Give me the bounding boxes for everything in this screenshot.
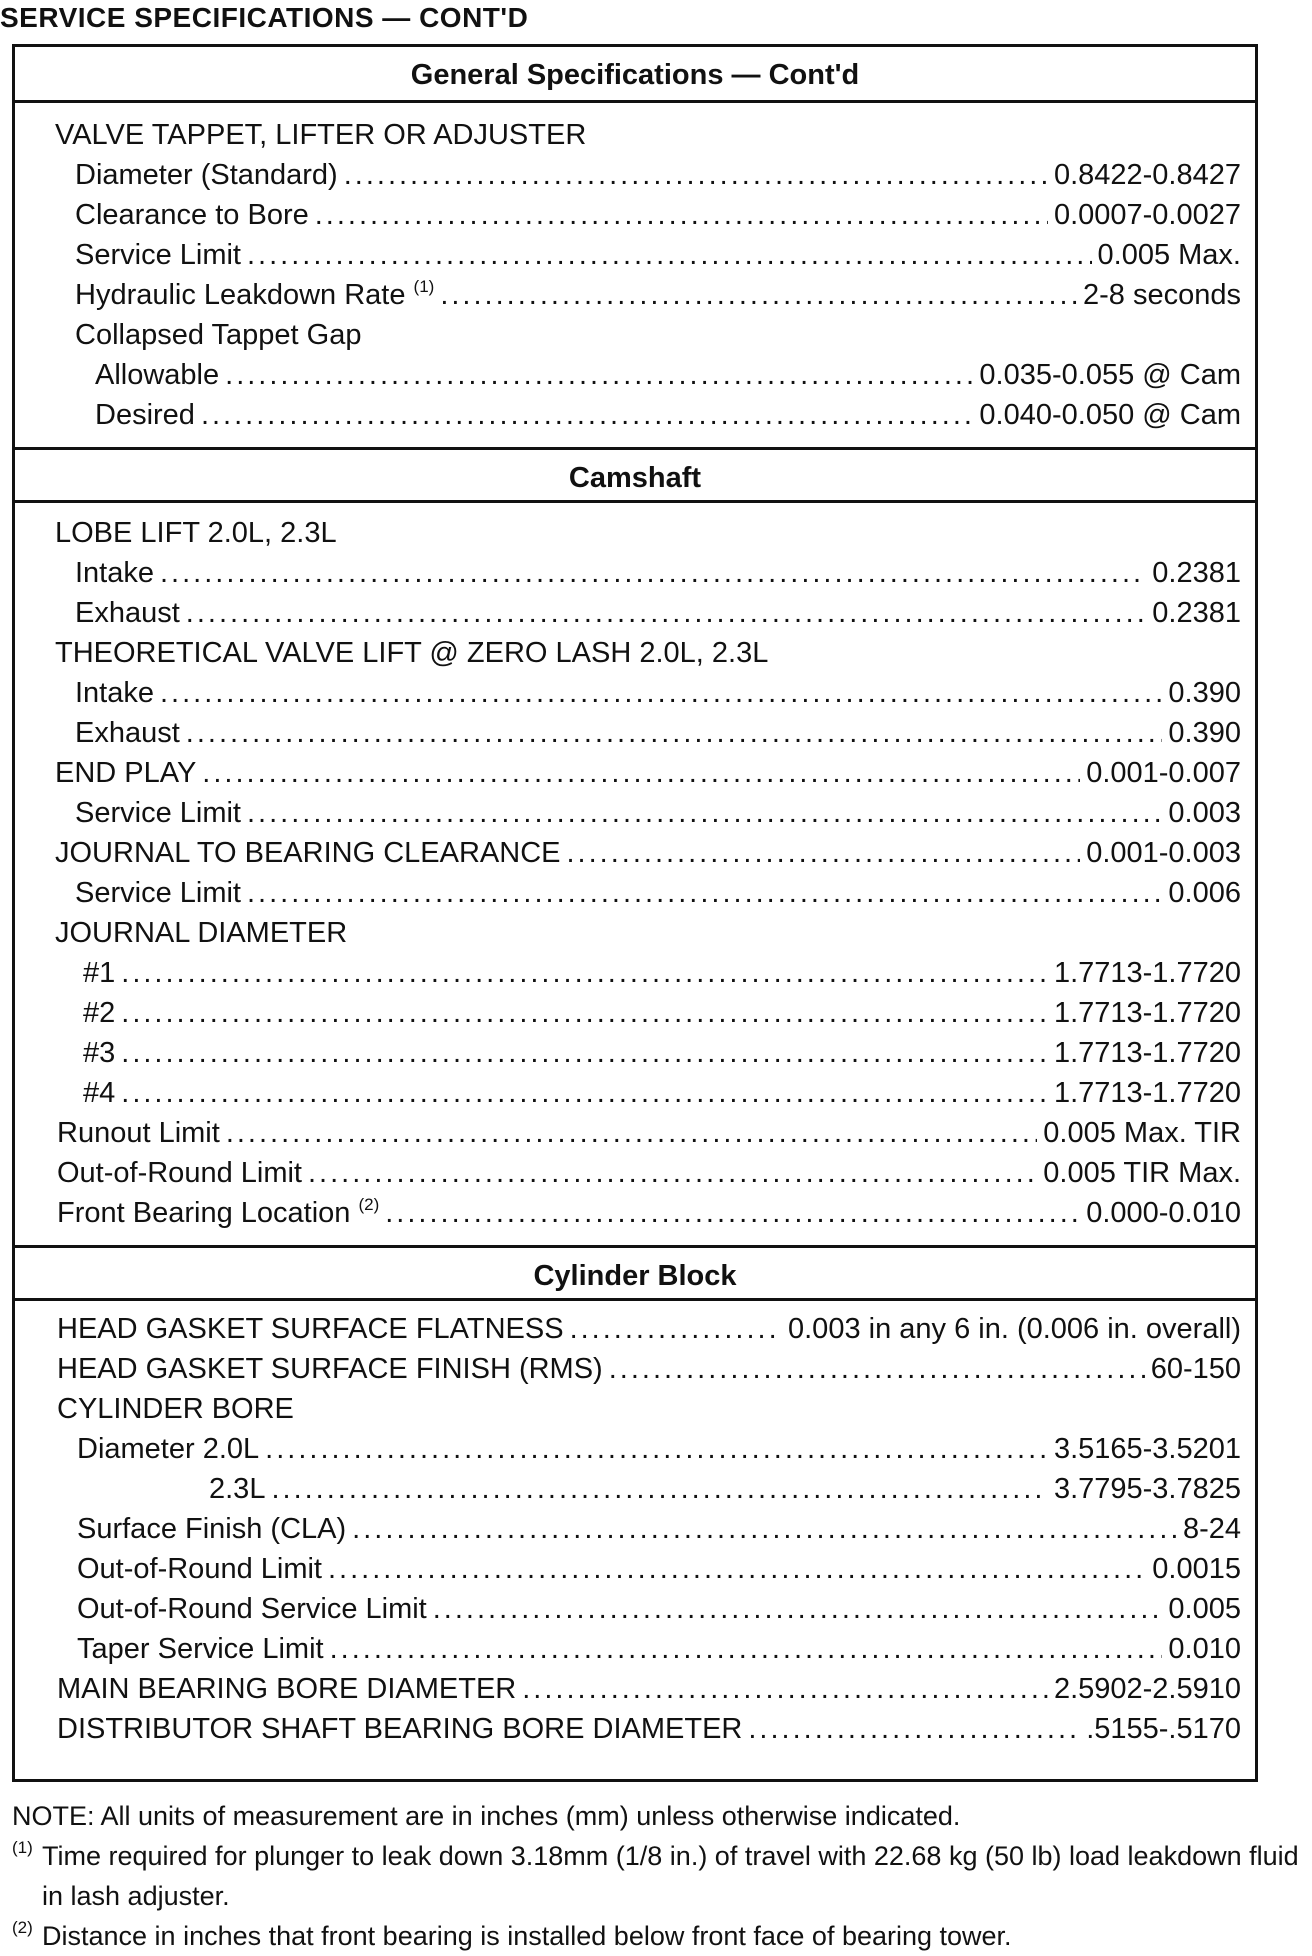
spec-row: Service Limit ..... 0.006 xyxy=(75,873,1241,913)
spec-row: Clearance to Bore ..... 0.0007-0.0027 xyxy=(75,195,1241,235)
group-heading: CYLINDER BORE xyxy=(57,1393,294,1425)
group-heading: VALVE TAPPET, LIFTER OR ADJUSTER xyxy=(55,119,587,151)
spec-row: Diameter (Standard) ..... 0.8422-0.8427 xyxy=(75,155,1241,195)
spec-row: Service Limit ..... 0.005 Max. xyxy=(75,235,1241,275)
spec-row: Runout Limit ..... 0.005 Max. TIR xyxy=(57,1113,1241,1153)
spec-row: #4 ..... 1.7713-1.7720 xyxy=(83,1073,1241,1113)
spec-row: Hydraulic Leakdown Rate $^{(1)}$ ..... 2-8 seconds xyxy=(75,275,1241,315)
spec-row: JOURNAL TO BEARING CLEARANCE ..... 0.001-0.003 xyxy=(55,833,1241,873)
spec-row: 2.3L ..... 3.7795-3.7825 xyxy=(209,1469,1241,1509)
spec-row: Exhaust ..... 0.390 xyxy=(75,713,1241,753)
section-header-camshaft: Camshaft xyxy=(15,447,1255,503)
spec-row: Intake ..... 0.390 xyxy=(75,673,1241,713)
section-header-cylinder-block: Cylinder Block xyxy=(15,1245,1255,1301)
spec-row: #3 ..... 1.7713-1.7720 xyxy=(83,1033,1241,1073)
spec-row: HEAD GASKET SURFACE FLATNESS ..... 0.003 in any 6 in. (0.006 in. overall) xyxy=(57,1309,1241,1349)
spec-row: Exhaust ..... 0.2381 xyxy=(75,593,1241,633)
spec-row: Out-of-Round Limit ..... 0.005 TIR Max. xyxy=(57,1153,1241,1193)
spec-row: #1 ..... 1.7713-1.7720 xyxy=(83,953,1241,993)
group-heading: THEORETICAL VALVE LIFT @ ZERO LASH 2.0L, 2.3L xyxy=(55,637,769,669)
spec-row: END PLAY ..... 0.001-0.007 xyxy=(55,753,1241,793)
spec-row: Allowable ..... 0.035-0.055 @ Cam xyxy=(95,355,1241,395)
spec-row: Out-of-Round Limit ..... 0.0015 xyxy=(77,1549,1241,1589)
page-title: SERVICE SPECIFICATIONS — CONT'D xyxy=(0,2,529,33)
section-header-general: General Specifications — Cont'd xyxy=(15,47,1255,103)
spec-row: Surface Finish (CLA) ..... 8-24 xyxy=(77,1509,1241,1549)
spec-row: Out-of-Round Service Limit ..... 0.005 xyxy=(77,1589,1241,1629)
units-note: NOTE: All units of measurement are in inches (mm) unless otherwise indicated. xyxy=(12,1801,961,1831)
spec-row: #2 ..... 1.7713-1.7720 xyxy=(83,993,1241,1033)
group-heading: LOBE LIFT 2.0L, 2.3L xyxy=(55,517,337,549)
group-heading: JOURNAL DIAMETER xyxy=(55,917,348,949)
spec-row: Service Limit ..... 0.003 xyxy=(75,793,1241,833)
footnote-2: $^{(2)}$ Distance in inches that front bearing is installed below front face of bearing tower. xyxy=(12,1918,1012,1951)
spec-row: MAIN BEARING BORE DIAMETER ..... 2.5902-2.5910 xyxy=(57,1669,1241,1709)
spec-row: Diameter 2.0L ..... 3.5165-3.5201 xyxy=(77,1429,1241,1469)
sub-heading: Collapsed Tappet Gap xyxy=(75,319,362,351)
spec-row: Desired ..... 0.040-0.050 @ Cam xyxy=(95,395,1241,435)
spec-row: Front Bearing Location $^{(2)}$ ..... 0.000-0.010 xyxy=(57,1193,1241,1233)
notes xyxy=(12,1796,1302,1956)
footnote-1: $^{(1)}$ Time required for plunger to leak down 3.18mm (1/8 in.) of travel with 22.68 kg (50 lb) load leakdown fluid in lash adjuster. xyxy=(12,1838,1299,1911)
spec-row: Intake ..... 0.2381 xyxy=(75,553,1241,593)
spec-row: HEAD GASKET SURFACE FINISH (RMS) ..... 60-150 xyxy=(57,1349,1241,1389)
spec-table xyxy=(12,44,1258,1782)
spec-row: DISTRIBUTOR SHAFT BEARING BORE DIAMETER ..... .5155-.5170 xyxy=(57,1709,1241,1749)
spec-row: Taper Service Limit ..... 0.010 xyxy=(77,1629,1241,1669)
